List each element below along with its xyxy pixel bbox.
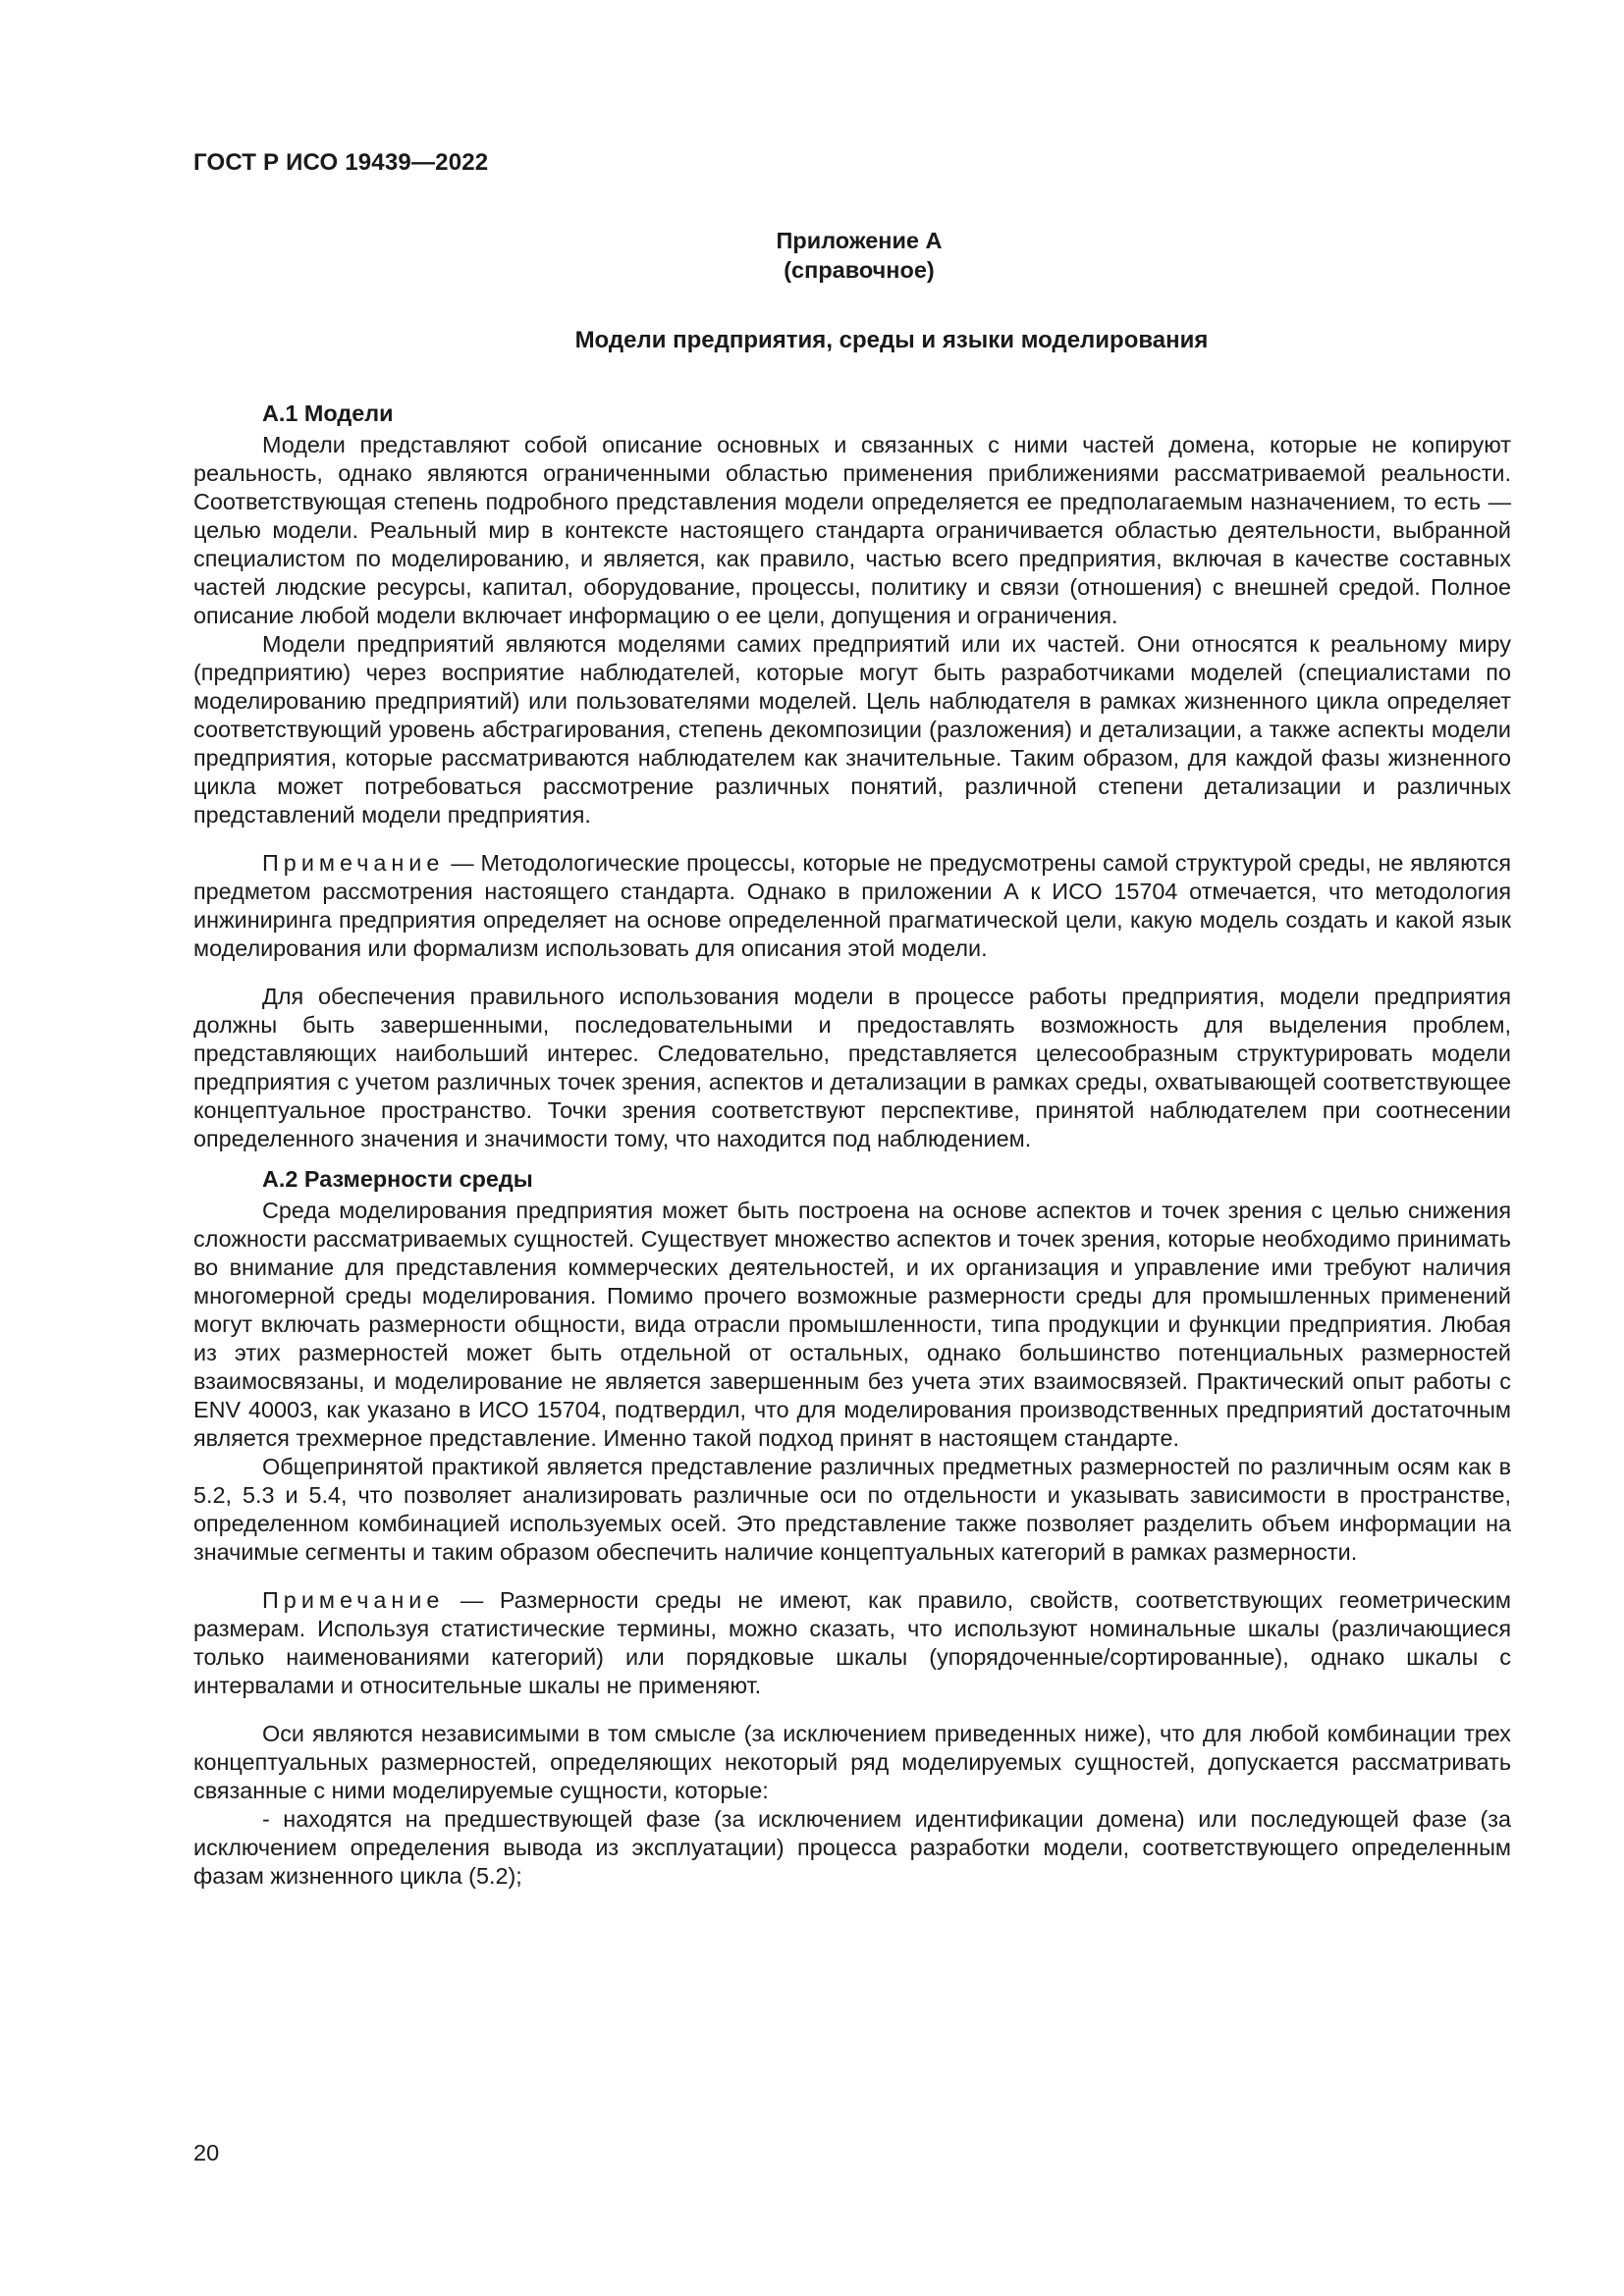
annex-label: Приложение А [776,228,943,253]
list-item: - находятся на предшествующей фазе (за исключением идентификации домена) или последующей фазе (за исключением определения вывода из эксплуатации) процесса разработки модели, соответствующего определенным фазам жизненного цикла (5.2); [193,1806,1511,1889]
paragraph: Оси являются независимыми в том смысле (за исключением приведенных ниже), что для любой комбинации трех концептуальных размерностей, определяющих некоторый ряд моделируемых сущностей, допускается рассматривать связанные с ними моделируемые сущности, которые: [193,1721,1511,1803]
section-heading-a2: А.2 Размерности среды [262,1166,533,1192]
note-label: Примечание [262,1587,445,1613]
note-label: Примечание [262,850,445,876]
paragraph: Модели предприятий являются моделями самих предприятий или их частей. Они относятся к реальному миру (предприятию) через восприятие наблюдателей, которые могут быть разработчиками моделей (специалистами по моделированию предприятий) или пользователями моделей. Цель наблюдателя в рамках жизненного цикла определяет соответствующий уровень абстрагирования, степень декомпозиции (разложения) и детализации, а также аспекты модели предприятия, которые рассматриваются наблюдателем как значительные. Таким образом, для каждой фазы жизненного цикла может потребоваться рассмотрение различных понятий, различной степени детализации и различных представлений модели предприятия. [193,631,1511,828]
paragraph: Модели представляют собой описание основных и связанных с ними частей домена, которые не копируют реальность, однако являются ограниченными областью применения приближениями рассматриваемой реальности. Соответствующая степень подробного представления модели определяется ее предполагаемым назначением, то есть — целью модели. Реальный мир в контексте настоящего стандарта ограничивается областью деятельности, выбранной специалистом по моделированию, и является, как правило, частью всего предприятия, включая в качестве составных частей людские ресурсы, капитал, оборудование, процессы, политику и связи (отношения) с внешней средой. Полное описание любой модели включает информацию о ее цели, допущения и ограничения. [193,432,1511,628]
annex-type: (справочное) [784,257,935,283]
note-text: — Размерности среды не имеют, как правило, свойств, соответствующих геометрическим размерам. Используя статистические термины, можно сказать, что используют номинальные шкалы (различающиеся только наименованиями категорий) или порядковые шкалы (упорядоченные/сортированные), однако шкалы с интервалами и относительные шкалы не применяют. [193,1587,1511,1698]
note-paragraph [193,1586,1511,1700]
note-text: — Методологические процессы, которые не предусмотрены самой структурой среды, не являются предметом рассмотрения настоящего стандарта. Однако в приложении А к ИСО 15704 отмечается, что методология инжиниринга предприятия определяет на основе определенной прагматической цели, какую модель создать и какой язык моделирования или формализм использовать для описания этой модели. [193,850,1511,961]
paragraph: Общепринятой практикой является представление различных предметных размерностей по различным осям как в 5.2, 5.3 и 5.4, что позволяет анализировать различные оси по отдельности и указывать зависимости в пространстве, определенном комбинацией используемых осей. Это представление также позволяет разделить объем информации на значимые сегменты и таким образом обеспечить наличие концептуальных категорий в рамках размерности. [193,1454,1511,1565]
paragraph: Для обеспечения правильного использования модели в процессе работы предприятия, модели предприятия должны быть завершенными, последовательными и предоставлять возможность для выделения проблем, представляющих наибольший интерес. Следовательно, представляется целесообразным структурировать модели предприятия с учетом различных точек зрения, аспектов и детализации в рамках среды, охватывающей соответствующее концептуальное пространство. Точки зрения соответствуют перспективе, принятой наблюдателем при соотнесении определенного значения и значимости тому, что находится под наблюдением. [193,984,1511,1151]
section-heading-a1: А.1 Модели [262,400,394,426]
annex-title: Модели предприятия, среды и языки моделирования [574,327,1209,353]
note-paragraph [193,849,1511,963]
standard-code-header: ГОСТ Р ИСО 19439—2022 [193,149,489,176]
page-content [193,226,1511,1891]
paragraph: Среда моделирования предприятия может быть построена на основе аспектов и точек зрения с целью снижения сложности рассматриваемых сущностей. Существует множество аспектов и точек зрения, которые необходимо принимать во внимание для представления коммерческих деятельностей, и их организация и управление ими требуют наличия многомерной среды моделирования. Помимо прочего возможные размерности среды для промышленных применений могут включать размерности общности, вида отрасли промышленности, типа продукции и функции предприятия. Любая из этих размерностей может быть отдельной от остальных, однако большинство потенциальных размерностей взаимосвязаны, и моделирование не является завершенным без учета этих взаимосвязей. Практический опыт работы с ENV 40003, как указано в ИСО 15704, подтвердил, что для моделирования производственных предприятий достаточным является трехмерное представление. Именно такой подход принят в настоящем стандарте. [193,1198,1511,1451]
page-number: 20 [193,2140,220,2165]
